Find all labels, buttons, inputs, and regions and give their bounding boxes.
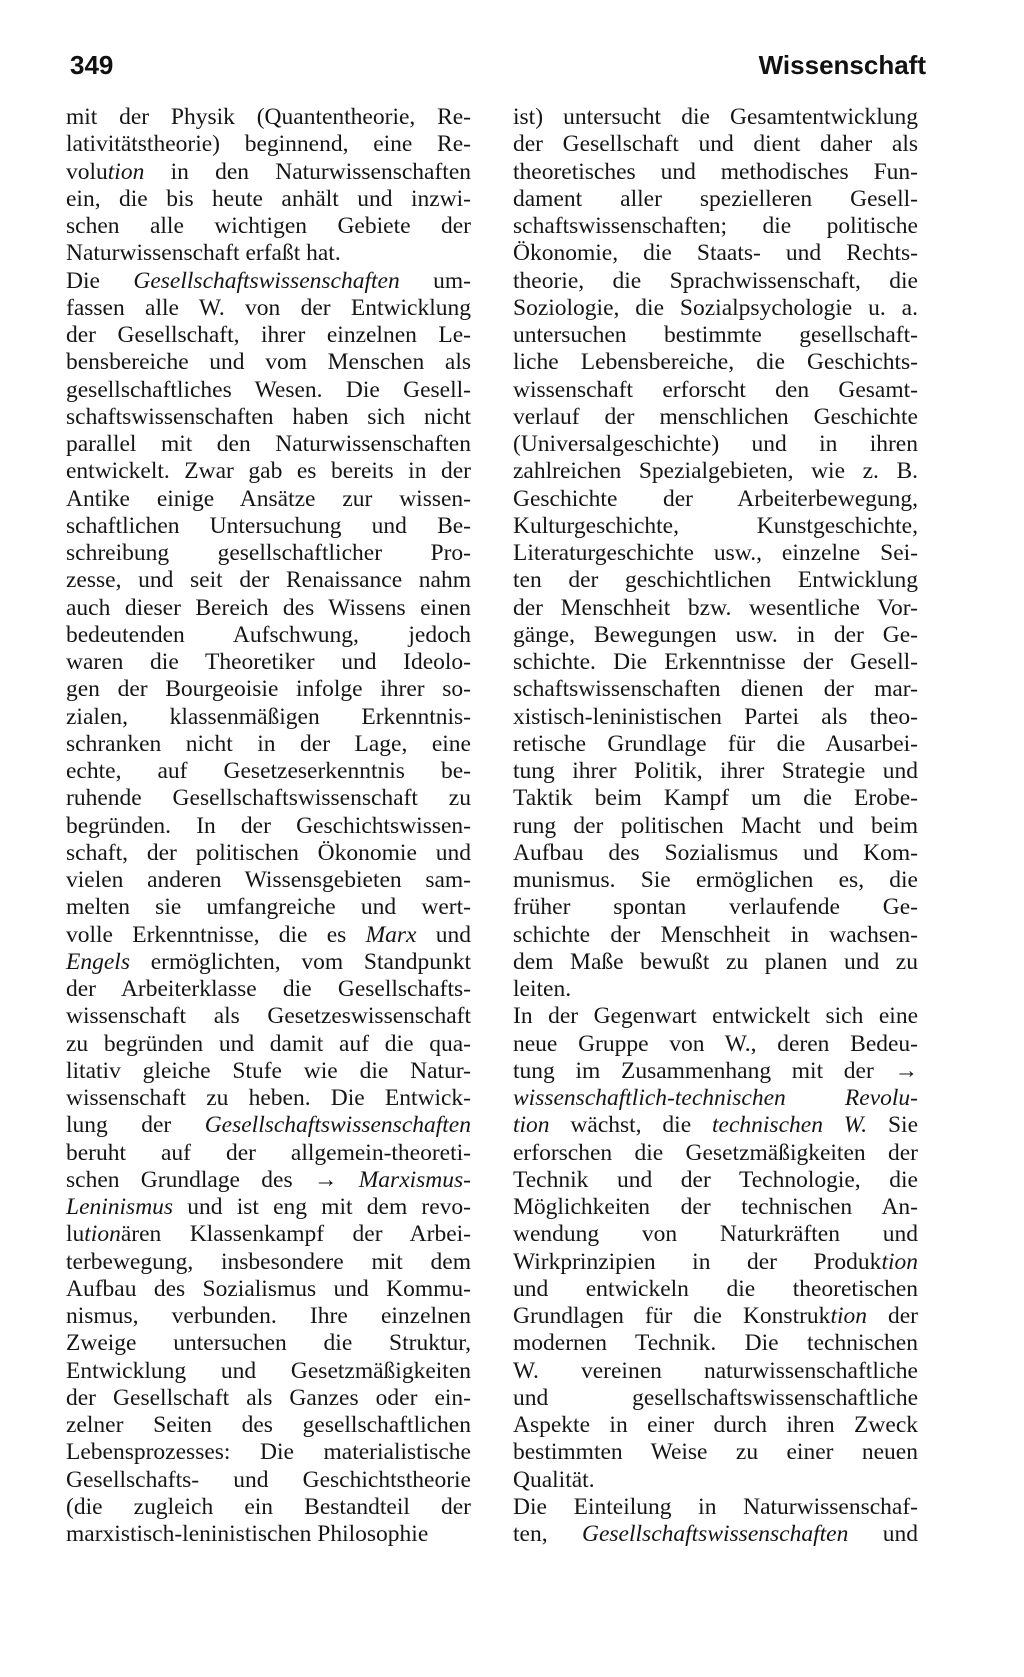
text-line: (Universalgeschichte) und in ihren: [513, 431, 918, 457]
text-line: Aspekte in einer durch ihren Zweck: [513, 1412, 918, 1438]
text-line: schichte. Die Erkenntnisse der Gesell-: [513, 649, 918, 675]
text-line: Zweige untersuchen die Struktur,: [66, 1330, 471, 1357]
text-line: tion wächst, die technischen W. Sie: [513, 1112, 919, 1139]
text-line: Aufbau des Sozialismus und Kommu-: [66, 1275, 471, 1302]
text-line: wendung von Naturkräften und: [513, 1221, 918, 1248]
text-line: Entwicklung und Gesetzmäßigkeiten: [66, 1357, 471, 1384]
text-line: schaftswissenschaften; die politische: [513, 213, 918, 239]
text-line: Kulturgeschichte, Kunstgeschichte,: [513, 512, 918, 539]
text-line: schaftlichen Untersuchung und Be-: [66, 512, 471, 539]
text-line: Geschichte der Arbeiterbewegung,: [513, 485, 918, 512]
text-line: Literaturgeschichte usw., einzelne Sei-: [513, 540, 918, 566]
text-line: schichte der Menschheit in wachsen-: [513, 921, 918, 948]
text-line: schreibung gesellschaftlicher Pro-: [66, 540, 471, 566]
text-line: der Menschheit bzw. wesentliche Vor-: [513, 594, 918, 621]
text-line: schaft, der politischen Ökonomie und: [66, 839, 471, 866]
text-line: liche Lebensbereiche, die Geschichts-: [513, 349, 918, 376]
text-line: terbewegung, insbesondere mit dem: [66, 1248, 471, 1275]
text-line: tung im Zusammenhang mit der →: [513, 1057, 918, 1084]
text-line: Aufbau des Sozialismus und Kom-: [513, 839, 918, 866]
text-line: früher spontan verlaufende Ge-: [513, 894, 918, 921]
text-line: wissenschaft zu heben. Die Entwick-: [66, 1085, 471, 1111]
text-line: wissenschaft als Gesetzeswissenschaft: [66, 1003, 471, 1030]
text-line: bedeutenden Aufschwung, jedoch: [66, 621, 471, 648]
text-line: dem Maße bewußt zu planen und zu: [513, 948, 918, 975]
text-line: untersuchen bestimmte gesellschaft-: [513, 322, 918, 348]
text-line: der Arbeiterklasse die Gesellschafts-: [66, 976, 471, 1002]
text-line: ruhende Gesellschaftswissenschaft zu: [66, 785, 471, 812]
text-line: Die Gesellschaftswissenschaften um-: [66, 267, 472, 294]
text-line: Gesellschafts- und Geschichtstheorie: [66, 1466, 471, 1493]
text-line: Grundlagen für die Konstruktion der: [513, 1303, 918, 1329]
text-line: volle Erkenntnisse, die es Marx und: [66, 921, 471, 948]
text-line: ten, Gesellschaftswissenschaften und: [513, 1521, 918, 1547]
text-line: waren die Theoretiker und Ideolo-: [66, 649, 471, 675]
left-text-column: [66, 104, 471, 1548]
text-line: und entwickeln die theoretischen: [513, 1275, 918, 1302]
text-line: xistisch-leninistischen Partei als theo-: [513, 703, 918, 730]
text-line: ist) untersucht die Gesamtentwicklung: [513, 104, 918, 130]
text-line: echte, auf Gesetzeserkenntnis be-: [66, 758, 471, 784]
text-line: entwickelt. Zwar gab es bereits in der: [66, 458, 471, 485]
text-line: Antike einige Ansätze zur wissen-: [66, 485, 471, 512]
text-line: der Gesellschaft und dient daher als: [513, 131, 918, 158]
text-line: erforschen die Gesetzmäßigkeiten der: [513, 1139, 918, 1166]
text-line: schen Grundlage des → Marxismus-: [66, 1166, 471, 1193]
text-line: munismus. Sie ermöglichen es, die: [513, 867, 918, 893]
text-line: Ökonomie, die Staats- und Rechts-: [513, 240, 918, 267]
text-line: zelner Seiten des gesellschaftlichen: [66, 1412, 471, 1438]
text-line: schaftswissenschaften dienen der mar-: [513, 676, 918, 703]
text-line: Die Einteilung in Naturwissenschaf-: [513, 1493, 918, 1520]
text-line: Lebensprozesses: Die materialistische: [66, 1439, 471, 1466]
running-head: Wissenschaft: [758, 50, 926, 80]
text-line: vielen anderen Wissensgebieten sam-: [66, 867, 471, 893]
text-line: zu begründen und damit auf die qua-: [66, 1030, 471, 1057]
text-line: lutionären Klassenkampf der Arbei-: [66, 1221, 471, 1248]
text-line: dament aller spezielleren Gesell-: [513, 185, 918, 212]
text-line: In der Gegenwart entwickelt sich eine: [513, 1003, 918, 1030]
text-line: Qualität.: [513, 1466, 595, 1493]
text-line: wissenschaftlich-technischen Revolu-: [513, 1085, 918, 1111]
text-line: Taktik beim Kampf um die Erobe-: [513, 785, 918, 812]
text-line: beruht auf der allgemein-theoreti-: [66, 1139, 471, 1166]
text-line: der Gesellschaft als Ganzes oder ein-: [66, 1384, 471, 1411]
text-line: parallel mit den Naturwissenschaften: [66, 431, 471, 457]
text-line: bensbereiche und vom Menschen als: [66, 349, 471, 376]
text-line: auch dieser Bereich des Wissens einen: [66, 594, 471, 621]
text-line: Wirkprinzipien in der Produktion: [513, 1248, 918, 1275]
text-line: Engels ermöglichten, vom Standpunkt: [66, 948, 471, 975]
text-line: modernen Technik. Die technischen: [513, 1330, 918, 1357]
text-line: theoretisches und methodisches Fun-: [513, 158, 918, 185]
text-line: schen alle wichtigen Gebiete der: [66, 213, 471, 239]
text-line: ten der geschichtlichen Entwicklung: [513, 567, 918, 594]
text-line: ein, die bis heute anhält und inzwi-: [66, 185, 471, 212]
text-line: begründen. In der Geschichtswissen-: [66, 812, 471, 839]
text-line: fassen alle W. von der Entwicklung: [66, 294, 471, 321]
text-line: litativ gleiche Stufe wie die Natur-: [66, 1057, 471, 1084]
right-text-column: [513, 104, 918, 1548]
text-line: Naturwissenschaft erfaßt hat.: [66, 240, 341, 267]
text-line: Möglichkeiten der technischen An-: [513, 1194, 918, 1220]
page-number: 349: [70, 50, 114, 80]
text-line: mit der Physik (Quantentheorie, Re-: [66, 104, 471, 130]
text-line: bestimmten Weise zu einer neuen: [513, 1439, 918, 1466]
text-line: W. vereinen naturwissenschaftliche: [513, 1357, 918, 1384]
text-line: leiten.: [513, 976, 572, 1002]
text-line: tung ihrer Politik, ihrer Strategie und: [513, 758, 918, 784]
text-line: theorie, die Sprachwissenschaft, die: [513, 267, 918, 294]
text-line: (die zugleich ein Bestandteil der: [66, 1493, 471, 1520]
text-line: zialen, klassenmäßigen Erkenntnis-: [66, 703, 471, 730]
text-line: schranken nicht in der Lage, eine: [66, 730, 471, 757]
text-line: der Gesellschaft, ihrer einzelnen Le-: [66, 322, 471, 348]
text-line: zahlreichen Spezialgebieten, wie z. B.: [513, 458, 918, 485]
text-line: lativitätstheorie) beginnend, eine Re-: [66, 131, 471, 158]
text-line: nismus, verbunden. Ihre einzelnen: [66, 1303, 471, 1329]
text-line: marxistisch-leninistischen Philosophie: [66, 1521, 429, 1547]
text-line: Soziologie, die Sozialpsychologie u. a.: [513, 294, 918, 321]
text-line: gesellschaftliches Wesen. Die Gesell-: [66, 376, 471, 403]
text-line: retische Grundlage für die Ausarbei-: [513, 730, 918, 757]
text-line: melten sie umfangreiche und wert-: [66, 894, 471, 921]
text-line: wissenschaft erforscht den Gesamt-: [513, 376, 918, 403]
text-line: zesse, und seit der Renaissance nahm: [66, 567, 471, 594]
text-line: volution in den Naturwissenschaften: [66, 158, 471, 185]
text-line: neue Gruppe von W., deren Bedeu-: [513, 1030, 918, 1057]
text-line: verlauf der menschlichen Geschichte: [513, 403, 918, 430]
text-line: gen der Bourgeoisie infolge ihrer so-: [66, 676, 471, 703]
text-line: Leninismus und ist eng mit dem revo-: [66, 1194, 471, 1220]
text-line: schaftswissenschaften haben sich nicht: [66, 403, 471, 430]
text-line: rung der politischen Macht und beim: [513, 812, 918, 839]
text-line: Technik und der Technologie, die: [513, 1166, 918, 1193]
text-line: lung der Gesellschaftswissenschaften: [66, 1112, 471, 1139]
text-line: und gesellschaftswissenschaftliche: [513, 1384, 918, 1411]
text-line: gänge, Bewegungen usw. in der Ge-: [513, 621, 918, 648]
